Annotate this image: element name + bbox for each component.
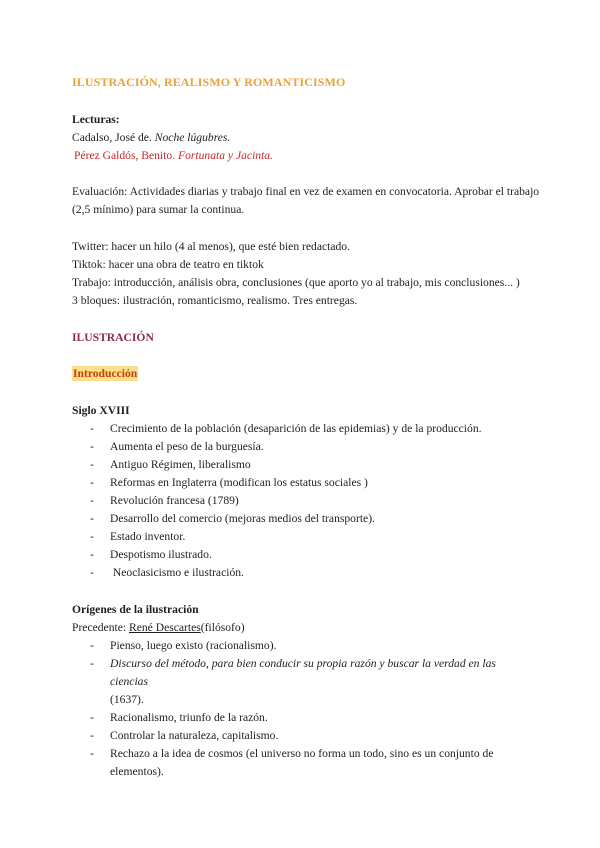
list-item: - Controlar la naturaleza, capitalismo. [90, 727, 530, 745]
evaluacion-block [72, 183, 540, 219]
precedente-name: René Descartes [128, 621, 201, 634]
lectura-author: Pérez Galdós, Benito. [74, 149, 176, 162]
lectura-item-2 [72, 147, 532, 165]
tarea-line: Trabajo: introducción, análisis obra, conclusiones (que aporto yo al trabajo, mis conclusiones... ) [72, 276, 520, 289]
list-item: - Estado inventor. [90, 528, 530, 546]
evaluacion-line-1: Evaluación: Actividades diarias y trabajo final en vez de examen en convocatoria. Aprobar el trabajo [72, 185, 540, 198]
list-item-line: elementos). [110, 765, 164, 778]
tarea-line: Tiktok: hacer una obra de teatro en tiktok [72, 258, 264, 271]
lecturas-heading: Lecturas: [72, 113, 120, 126]
tarea-line: 3 bloques: ilustración, romanticismo, realismo. Tres entregas. [72, 294, 358, 307]
list-item: - Crecimiento de la población (desaparición de las epidemias) y de la producción. [90, 420, 530, 438]
list-item: - Revolución francesa (1789) [90, 492, 530, 510]
tarea-line: Twitter: hacer un hilo (4 al menos), que esté bien redactado. [72, 240, 350, 253]
lectura-work: Noche lúgubres. [154, 131, 231, 144]
list-item [90, 745, 530, 781]
origenes-heading: Orígenes de la ilustración [72, 603, 199, 616]
list-item: - Pienso, luego existo (racionalismo). [90, 637, 530, 655]
precedente-line [72, 619, 532, 637]
list-item: - Neoclasicismo e ilustración. [90, 564, 530, 582]
precedente-label: Precedente: [72, 621, 127, 634]
tareas-block [72, 238, 532, 310]
list-item: - Reformas en Inglaterra (modifican los estatus sociales ) [90, 474, 530, 492]
list-item: - Aumenta el peso de la burguesía. [90, 438, 530, 456]
list-item-line: - Rechazo a la idea de cosmos (el universo no forma un todo, sino es un conjunto de [110, 747, 494, 760]
evaluacion-line-2: (2,5 mínimo) para sumar la continua. [72, 203, 245, 216]
lectura-author: Cadalso, José de. [72, 131, 152, 144]
list-item [90, 655, 530, 709]
list-item: - Despotismo ilustrado. [90, 546, 530, 564]
introduccion-row [72, 365, 532, 383]
lectura-item-1 [72, 129, 532, 147]
origenes-list [90, 637, 530, 781]
lectura-work: Fortunata y Jacinta. [178, 149, 274, 162]
section-ilustracion-heading: ILUSTRACIÓN [72, 331, 154, 344]
list-item: - Racionalismo, triunfo de la razón. [90, 709, 530, 727]
siglo-list [90, 420, 530, 582]
lecturas-block [72, 111, 532, 165]
list-item: - Antiguo Régimen, liberalismo [90, 456, 530, 474]
section-introduccion-heading: Introducción [73, 367, 138, 380]
discurso-title: - Discurso del método, para bien conducir su propia razón y buscar la verdad en las ciencias [110, 657, 496, 688]
precedente-role: (filósofo) [200, 621, 245, 634]
document-title: ILUSTRACIÓN, REALISMO Y ROMANTICISMO [72, 75, 346, 89]
siglo-heading: Siglo XVIII [72, 404, 130, 417]
discurso-year: (1637). [110, 693, 144, 706]
list-item: - Desarrollo del comercio (mejoras medios del transporte). [90, 510, 530, 528]
